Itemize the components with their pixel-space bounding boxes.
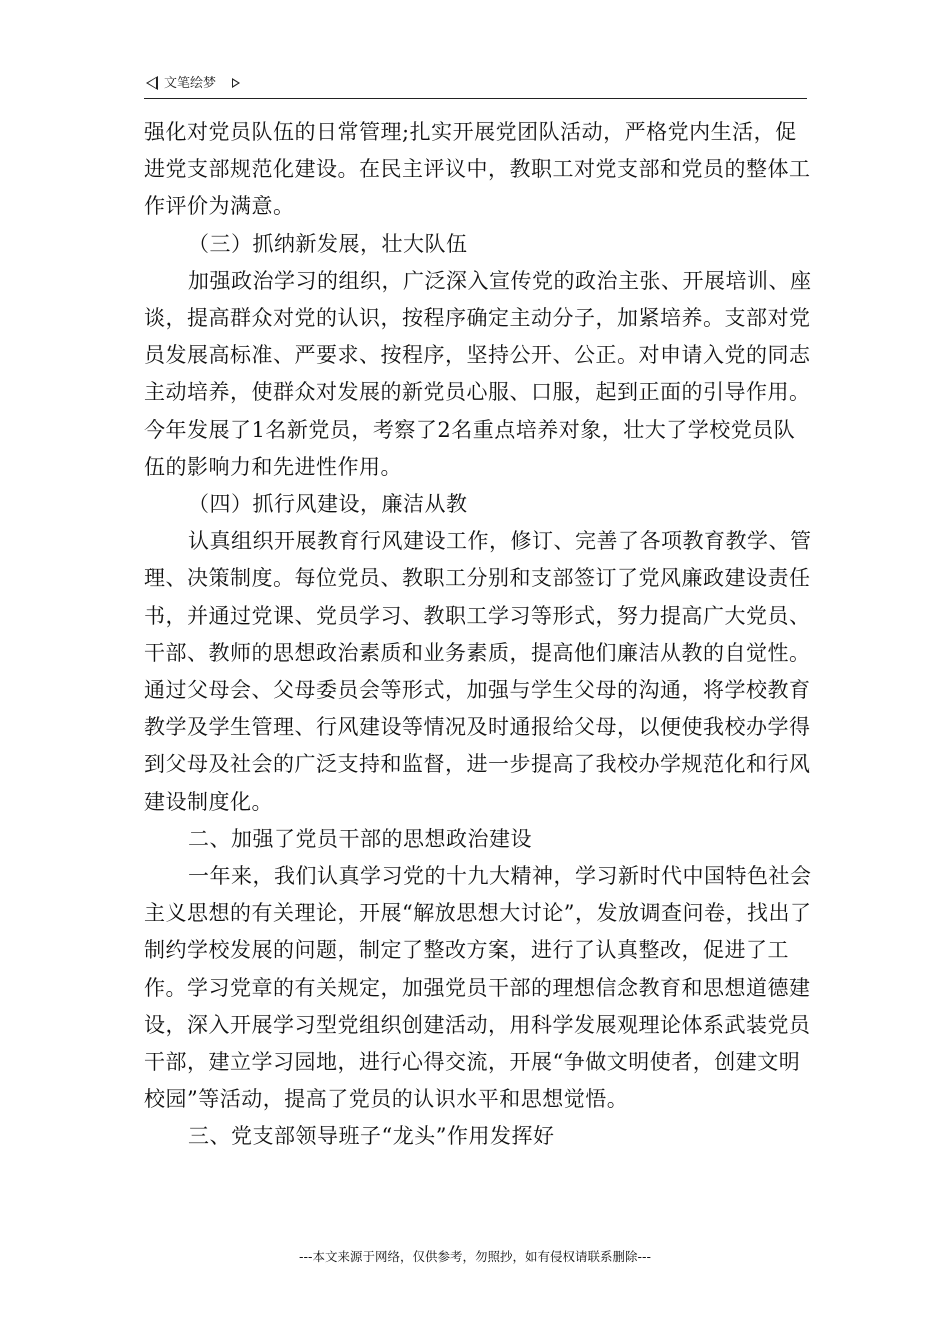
document-body [144, 114, 816, 1156]
paragraph: 强化对党员队伍的日常管理;扎实开展党团队活动，严格党内生活，促进党支部规范化建设。在民主评议中，教职工对党支部和党员的整体工作评价为满意。 [144, 120, 811, 219]
section-heading: 二、加强了党员干部的思想政治建设 [188, 826, 532, 851]
header-title: 文笔绘梦 [164, 76, 217, 91]
section-heading: （四）抓行风建设，廉洁从教 [188, 492, 468, 517]
paragraph: 一年来，我们认真学习党的十九大精神，学习新时代中国特色社会主义思想的有关理论，开展“解放思想大讨论”，发放调查问卷，找出了制约学校发展的问题，制定了整改方案，进行了认真整改，促进了工作。学习党章的有关规定，加强党员干部的理想信念教育和思想道德建设，深入开展学习型党组织创建活动，用科学发展观理论体系武装党员干部，建立学习园地，进行心得交流，开展“争做文明使者，创建文明校园”等活动，提高了党员的认识水平和思想觉悟。 [144, 864, 812, 1112]
triangle-left-icon [146, 76, 158, 90]
section-heading: （三）抓纳新发展，壮大队伍 [188, 231, 468, 256]
triangle-right-icon [232, 78, 240, 88]
paragraph: 加强政治学习的组织，广泛深入宣传党的政治主张、开展培训、座谈，提高群众对党的认识，按程序确定主动分子，加紧培养。支部对党员发展高标准、严要求、按程序，坚持公开、公正。对申请入党的同志主动培养，使群众对发展的新党员心服、口服，起到正面的引导作用。今年发展了1名新党员，考察了2名重点培养对象，壮大了学校党员队伍的影响力和先进性作用。 [144, 268, 812, 479]
page-header [144, 72, 807, 99]
section-heading: 三、党支部领导班子“龙头”作用发挥好 [188, 1124, 555, 1149]
paragraph: 认真组织开展教育行风建设工作，修订、完善了各项教育教学、管理、决策制度。每位党员、教职工分别和支部签订了党风廉政建设责任书，并通过党课、党员学习、教职工学习等形式，努力提高广大党员、干部、教师的思想政治素质和业务素质，提高他们廉洁从教的自觉性。通过父母会、父母委员会等形式，加强与学生父母的沟通，将学校教育教学及学生管理、行风建设等情况及时通报给父母，以便使我校办学得到父母及社会的广泛支持和监督，进一步提高了我校办学规范化和行风建设制度化。 [144, 529, 812, 814]
page-footer: ---本文来源于网络，仅供参考，勿照抄，如有侵权请联系删除--- [298, 1249, 652, 1264]
